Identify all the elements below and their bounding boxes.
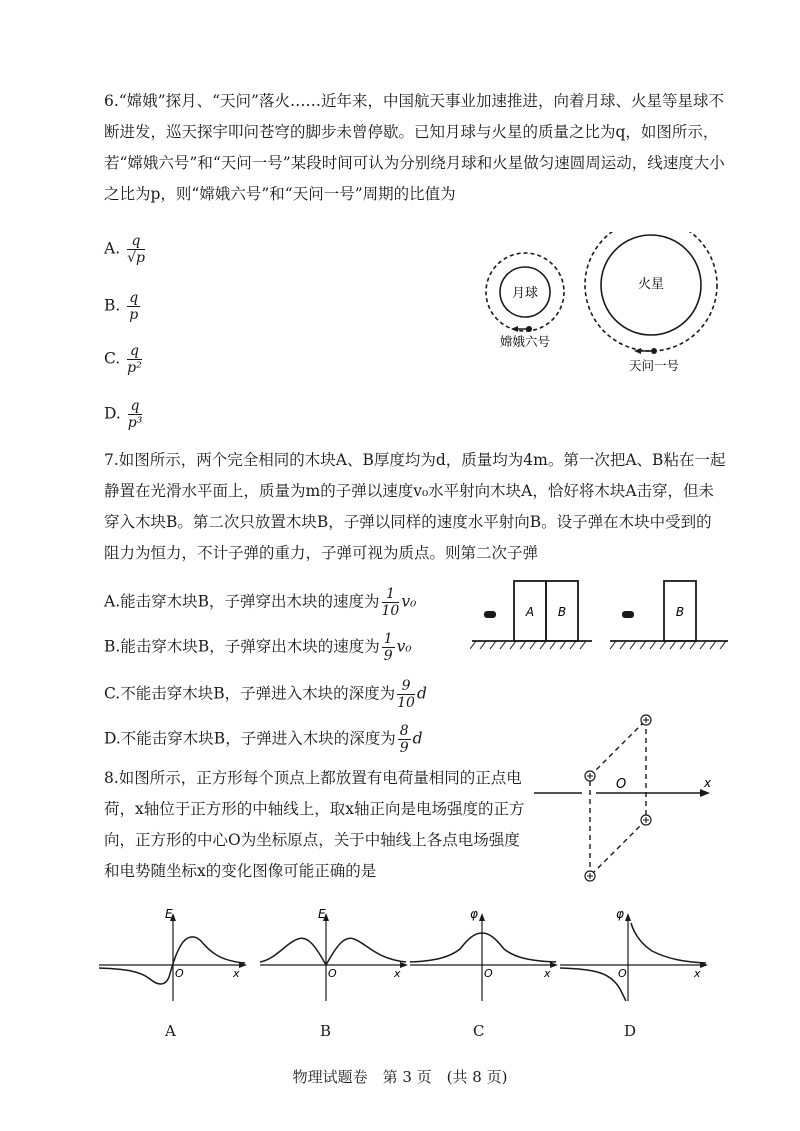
option-unit: d <box>416 684 427 703</box>
q6-option-b[interactable] <box>104 290 142 323</box>
graph-c <box>406 905 566 1005</box>
option-unit: d <box>412 729 423 748</box>
q6-option-c[interactable] <box>104 343 144 376</box>
square-charge-figure <box>530 712 730 882</box>
q7-option-b[interactable] <box>104 631 412 664</box>
charges <box>585 715 651 881</box>
option-label: B.能击穿木块B，子弹穿出木块的速度为 <box>104 637 380 656</box>
curve-left <box>560 968 626 1001</box>
ground-hatch <box>470 641 586 649</box>
q7-option-d[interactable] <box>104 723 423 756</box>
fraction: $\frac{q}{\text{p²}}$ <box>127 343 142 376</box>
bullet-block-figure <box>470 578 730 658</box>
change6-label: 嫦娥六号 <box>499 334 551 349</box>
probe-dot <box>526 326 532 332</box>
graph-d <box>556 905 716 1005</box>
curve <box>260 938 406 965</box>
q7-option-a[interactable] <box>104 586 416 619</box>
mars-label: 火星 <box>637 277 665 292</box>
moon-label: 月球 <box>511 286 539 301</box>
probe-dot <box>651 348 657 354</box>
block-a-label: A <box>525 605 535 619</box>
option-unit: v₀ <box>396 637 412 656</box>
x-axis-label: x <box>233 967 240 980</box>
ground-hatch <box>610 641 726 649</box>
x-axis-label: x <box>704 776 712 790</box>
origin-label: O <box>616 777 627 792</box>
bullet <box>622 611 634 618</box>
option-label: B. <box>104 296 121 315</box>
block-b-label: B <box>675 605 685 619</box>
option-label: D. <box>104 404 121 423</box>
q7-option-c[interactable] <box>104 678 427 711</box>
tianwen1-label: 天问一号 <box>628 358 680 373</box>
graph-d-caption: D <box>624 1022 637 1040</box>
q6-option-d[interactable] <box>104 398 144 431</box>
x-axis-label: x <box>394 967 401 980</box>
graph-b-caption: B <box>320 1022 332 1040</box>
arrow-head <box>511 326 518 332</box>
fraction: $\frac{1}{9}$ <box>383 631 393 664</box>
curve <box>410 933 556 962</box>
graph-c-caption: C <box>473 1022 485 1040</box>
origin-label: O <box>484 967 493 980</box>
block-b-label: B <box>557 605 567 619</box>
option-unit: v₀ <box>401 592 417 611</box>
curve <box>99 937 245 984</box>
y-axis-label: E <box>165 907 173 921</box>
orbit-figure <box>480 232 740 382</box>
option-label: C. <box>104 349 121 368</box>
bullet <box>484 611 496 618</box>
plus-signs <box>587 717 649 879</box>
fraction: $\frac{q}{√p}$ <box>127 233 145 266</box>
fraction: $\frac{8}{9}$ <box>399 723 409 756</box>
fraction: $\frac{9}{10}$ <box>397 678 415 711</box>
option-label: D.不能击穿木块B，子弹进入木块的深度为 <box>104 729 396 748</box>
y-axis-label: φ <box>616 907 624 921</box>
q6-option-a[interactable] <box>104 233 147 266</box>
fraction: $\frac{1}{10}$ <box>381 586 400 619</box>
origin-label: O <box>618 967 627 980</box>
x-axis-arrow <box>700 789 710 797</box>
question-7-text: 7.如图所示，两个完全相同的木块A、B厚度均为d，质量均为4m。第一次把A、B粘在一起静置在光滑水平面上，质量为m的子弹以速度v₀水平射向木块A，恰好将木块A击穿，但未穿入木块B。第二次只放置木块B，子弹以同样的速度水平射向B。设子弹在木块中受到的阻力为恒力，不计子弹的重力，子弹可视为质点。则第二次子弹 <box>104 451 726 562</box>
y-axis-label: φ <box>470 907 478 921</box>
option-label: A.能击穿木块B，子弹穿出木块的速度为 <box>104 592 380 611</box>
y-axis-label: E <box>318 907 326 921</box>
fraction: $\frac{q}{p}$ <box>129 290 139 323</box>
graph-a <box>95 905 255 1005</box>
origin-label: O <box>328 967 337 980</box>
curve-right <box>631 923 706 963</box>
graph-a-caption: A <box>165 1022 176 1040</box>
option-label: C.不能击穿木块B，子弹进入木块的深度为 <box>104 684 396 703</box>
x-axis-label: x <box>694 967 701 980</box>
fraction: $\frac{q}{\text{p³}}$ <box>127 398 143 431</box>
question-6-text: 6.“嫦娥”探月、“天问”落火……近年来，中国航天事业加速推进，向着月球、火星等星球不断进发，巡天探宇叩问苍穹的脚步未曾停歇。已知月球与火星的质量之比为q，如图所示，若“嫦娥六号”和“天问一号”某段时间可认为分别绕月球和火星做匀速圆周运动，线速度大小之比为p，则“嫦娥六号”和“天问一号”周期的比值为 <box>104 92 725 203</box>
square-edges <box>590 720 646 876</box>
y-axis-arrow <box>479 913 485 921</box>
page-footer: 物理试题卷 第 3 页 (共 8 页) <box>292 1068 508 1086</box>
origin-label: O <box>175 967 184 980</box>
y-axis-arrow <box>625 913 631 921</box>
option-label: A. <box>104 239 121 258</box>
x-axis-label: x <box>544 967 551 980</box>
graph-b <box>256 905 416 1005</box>
question-8-text: 8.如图所示，正方形每个顶点上都放置有电荷量相同的正点电荷，x轴位于正方形的中轴线上，取x轴正向是电场强度的正方向，正方形的中心O为坐标原点，关于中轴线上各点电场强度和电势随坐标x的变化图像可能正确的是 <box>104 769 525 880</box>
